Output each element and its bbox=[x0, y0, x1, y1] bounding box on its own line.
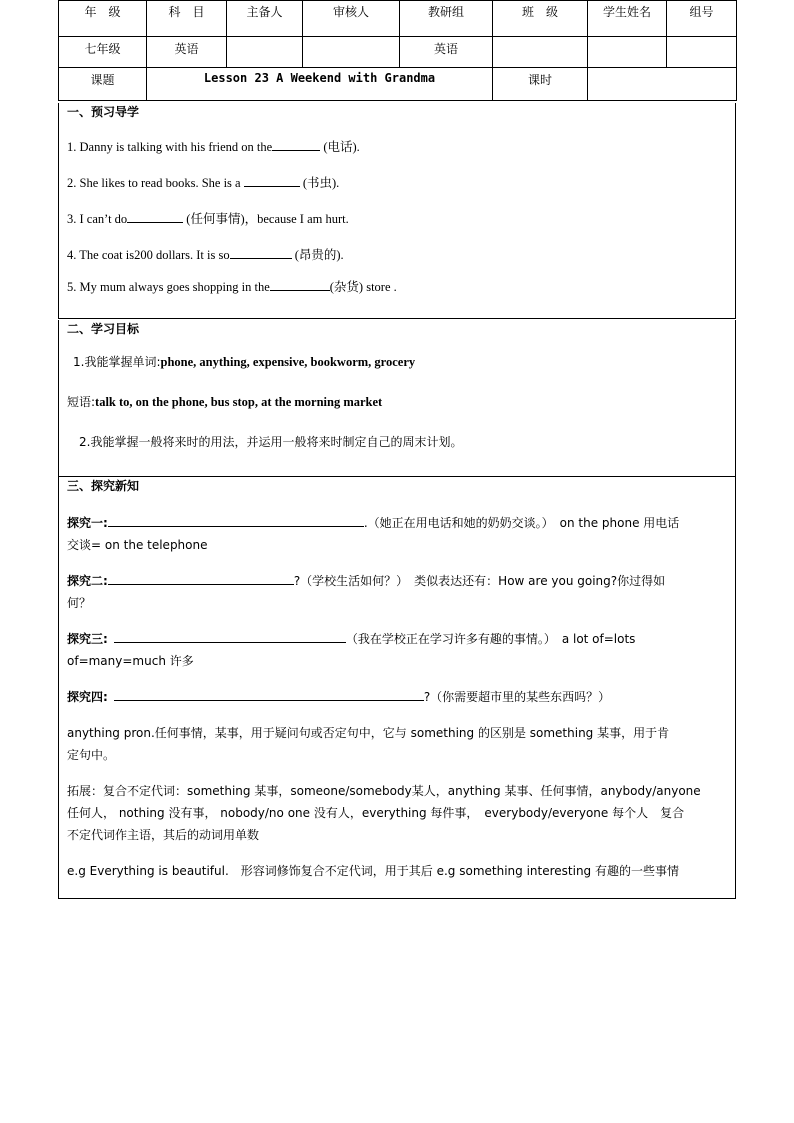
preview-title: 一、预习导学 bbox=[67, 105, 140, 119]
group-number-value[interactable] bbox=[667, 37, 737, 68]
explore-3-blank[interactable] bbox=[114, 628, 346, 643]
explore-2-line2: 何？ bbox=[67, 596, 92, 610]
explore-section bbox=[58, 477, 736, 899]
student-name-value[interactable] bbox=[588, 37, 667, 68]
header-table bbox=[58, 0, 737, 101]
explore-1-line2: 交谈= on the telephone bbox=[67, 538, 208, 552]
preview-item-1: 1. Danny is talking with his friend on the (电话). bbox=[67, 136, 727, 158]
class-value[interactable] bbox=[493, 37, 588, 68]
subject-value: 英语 bbox=[147, 37, 227, 68]
reviewer-label: 审核人 bbox=[303, 1, 400, 37]
explore-1: 探究一: .（她正在用电话和她的奶奶交谈。） on the phone 用电话 bbox=[67, 512, 727, 534]
answer-blank-2[interactable] bbox=[244, 172, 300, 187]
teaching-group-label: 教研组 bbox=[400, 1, 493, 37]
preview-item-4: 4. The coat is200 dollars. It is so (昂贵的). bbox=[67, 244, 727, 266]
group-number-label: 组号 bbox=[667, 1, 737, 37]
explore-4-blank[interactable] bbox=[114, 686, 424, 701]
teaching-group-value: 英语 bbox=[400, 37, 493, 68]
explore-2-blank[interactable] bbox=[108, 570, 294, 585]
explore-4: 探究四: ?（你需要超市里的某些东西吗？） bbox=[67, 686, 727, 708]
goal-phrases: 短语:talk to, on the phone, bus stop, at the morning market bbox=[67, 395, 383, 409]
answer-blank-5[interactable] bbox=[270, 276, 330, 291]
goals-section bbox=[58, 320, 736, 477]
explore-2: 探究二: ?（学校生活如何？） 类似表达还有：How are you going?你过得如 bbox=[67, 570, 727, 592]
extension-2: 任何人， nothing 没有事， nobody/no one 没有人，everything 每件事， everybody/everyone 每个人 复合 bbox=[67, 806, 685, 820]
preparer-value[interactable] bbox=[227, 37, 303, 68]
worksheet bbox=[58, 0, 736, 899]
anything-note-2: 定句中。 bbox=[67, 748, 116, 762]
explore-title: 三、探究新知 bbox=[67, 479, 140, 493]
goal-words: 1.我能掌握单词:phone, anything, expensive, bookworm, grocery bbox=[73, 355, 416, 369]
period-value[interactable] bbox=[588, 68, 737, 101]
preview-item-2: 2. She likes to read books. She is a (书虫). bbox=[67, 172, 727, 194]
goal-tense: 2.我能掌握一般将来时的用法，并运用一般将来时制定自己的周末计划。 bbox=[79, 435, 463, 449]
header-row-lesson bbox=[59, 68, 737, 101]
class-label: 班 级 bbox=[493, 1, 588, 37]
lesson-title: Lesson 23 A Weekend with Grandma bbox=[147, 68, 493, 101]
student-name-label: 学生姓名 bbox=[588, 1, 667, 37]
anything-note-1: anything pron.任何事情，某事，用于疑问句或否定句中，它与 something 的区别是 something 某事，用于肯 bbox=[67, 726, 670, 740]
explore-1-blank[interactable] bbox=[108, 512, 364, 527]
reviewer-value[interactable] bbox=[303, 37, 400, 68]
period-label: 课时 bbox=[493, 68, 588, 101]
header-row-labels bbox=[59, 1, 737, 37]
extension-1: 拓展：复合不定代词：something 某事，someone/somebody某人，anything 某事、任何事情，anybody/anyone bbox=[67, 784, 701, 798]
explore-3-line2: of=many=much 许多 bbox=[67, 654, 194, 668]
grade-label: 年 级 bbox=[59, 1, 147, 37]
extension-3: 不定代词作主语，其后的动词用单数 bbox=[67, 828, 260, 842]
preview-item-3: 3. I can’t do (任何事情)，because I am hurt. bbox=[67, 208, 727, 230]
explore-3: 探究三: （我在学校正在学习许多有趣的事情。） a lot of=lots bbox=[67, 628, 727, 650]
preview-item-5: 5. My mum always goes shopping in the (杂货) store . bbox=[67, 276, 727, 298]
preview-section bbox=[58, 103, 736, 319]
example-line: e.g Everything is beautiful. 形容词修饰复合不定代词，用于其后 e.g something interesting 有趣的一些事情 bbox=[67, 864, 679, 878]
answer-blank-4[interactable] bbox=[230, 244, 292, 259]
preparer-label: 主备人 bbox=[227, 1, 303, 37]
goals-title: 二、学习目标 bbox=[67, 322, 140, 336]
subject-label: 科 目 bbox=[147, 1, 227, 37]
answer-blank-3[interactable] bbox=[127, 208, 183, 223]
grade-value: 七年级 bbox=[59, 37, 147, 68]
answer-blank-1[interactable] bbox=[272, 136, 320, 151]
header-row-values bbox=[59, 37, 737, 68]
lesson-label: 课题 bbox=[59, 68, 147, 101]
